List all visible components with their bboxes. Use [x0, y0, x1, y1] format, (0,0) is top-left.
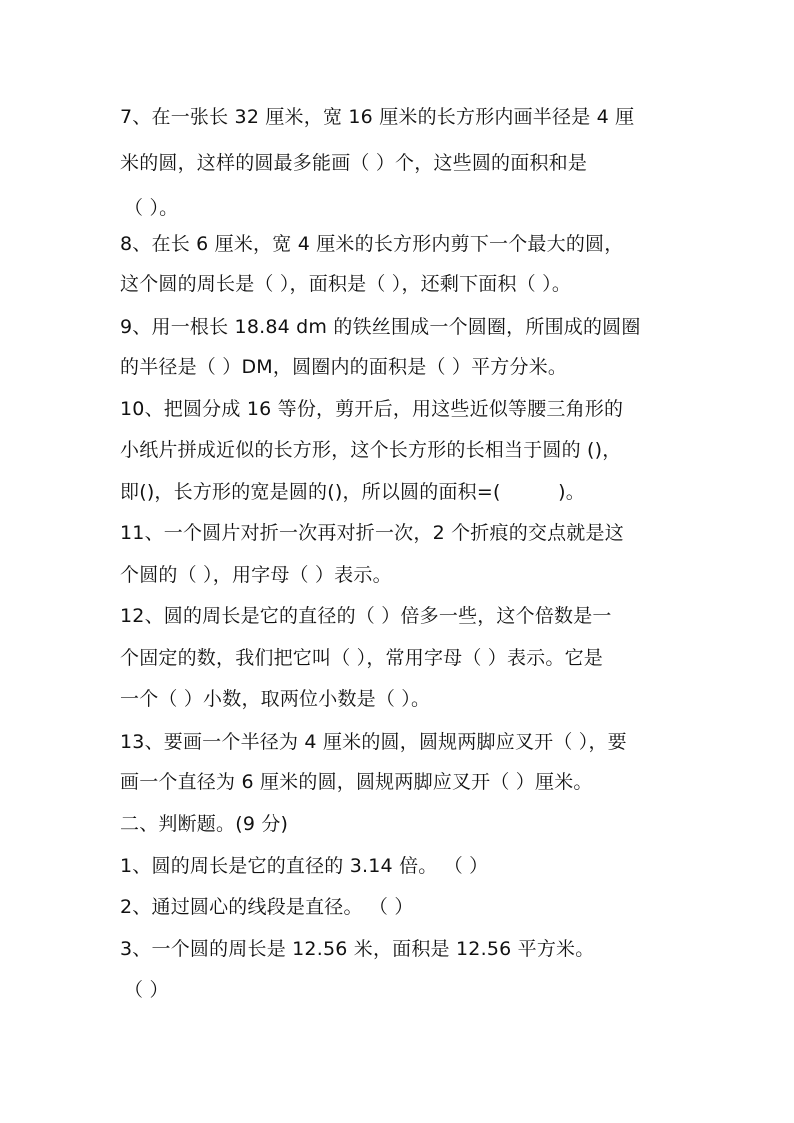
q9-line-2: 的半径是（ ）DM，圆圈内的面积是（ ）平方分米。 — [120, 356, 568, 378]
q10-line-2: 小纸片拼成近似的长方形，这个长方形的长相当于圆的 ()， — [120, 439, 622, 461]
q9-line-1: 9、用一根长 18.84 dm 的铁丝围成一个圆圈，所围成的圆圈 — [120, 316, 641, 338]
section-heading: 二、判断题。(9 分) — [120, 813, 289, 835]
q10-line-3: 即()，长方形的宽是圆的()，所以圆的面积=( )。 — [120, 481, 585, 503]
tf-item-3-blank: （ ） — [124, 979, 169, 1001]
q7-line-3: （ ）。 — [124, 197, 179, 219]
q8-line-2: 这个圆的周长是（ ），面积是（ ），还剩下面积（ ）。 — [120, 273, 572, 295]
tf-item-2: 2、通过圆心的线段是直径。 （ ） — [120, 896, 414, 918]
q8-line-1: 8、在长 6 厘米，宽 4 厘米的长方形内剪下一个最大的圆， — [120, 233, 624, 255]
q7-line-1: 7、在一张长 32 厘米，宽 16 厘米的长方形内画半径是 4 厘 — [120, 106, 635, 128]
q13-line-2: 画一个直径为 6 厘米的圆，圆规两脚应叉开（ ）厘米。 — [120, 771, 593, 793]
q12-line-1: 12、圆的周长是它的直径的（ ）倍多一些，这个倍数是一 — [120, 605, 612, 627]
q12-line-2: 个固定的数，我们把它叫（ ），常用字母（ ）表示。它是 — [120, 647, 603, 669]
q11-line-1: 11、一个圆片对折一次再对折一次，2 个折痕的交点就是这 — [120, 522, 624, 544]
tf-item-1: 1、圆的周长是它的直径的 3.14 倍。 （ ） — [120, 855, 489, 877]
q12-line-3: 一个（ ）小数，取两位小数是（ ）。 — [120, 688, 431, 710]
q13-line-1: 13、要画一个半径为 4 厘米的圆，圆规两脚应叉开（ ），要 — [120, 731, 627, 753]
q7-line-2: 米的圆，这样的圆最多能画（ ）个，这些圆的面积和是 — [120, 152, 588, 174]
tf-item-3: 3、一个圆的周长是 12.56 米，面积是 12.56 平方米。 — [120, 938, 595, 960]
q11-line-2: 个圆的（ ），用字母（ ）表示。 — [120, 564, 392, 586]
q10-line-1: 10、把圆分成 16 等份，剪开后，用这些近似等腰三角形的 — [120, 398, 624, 420]
